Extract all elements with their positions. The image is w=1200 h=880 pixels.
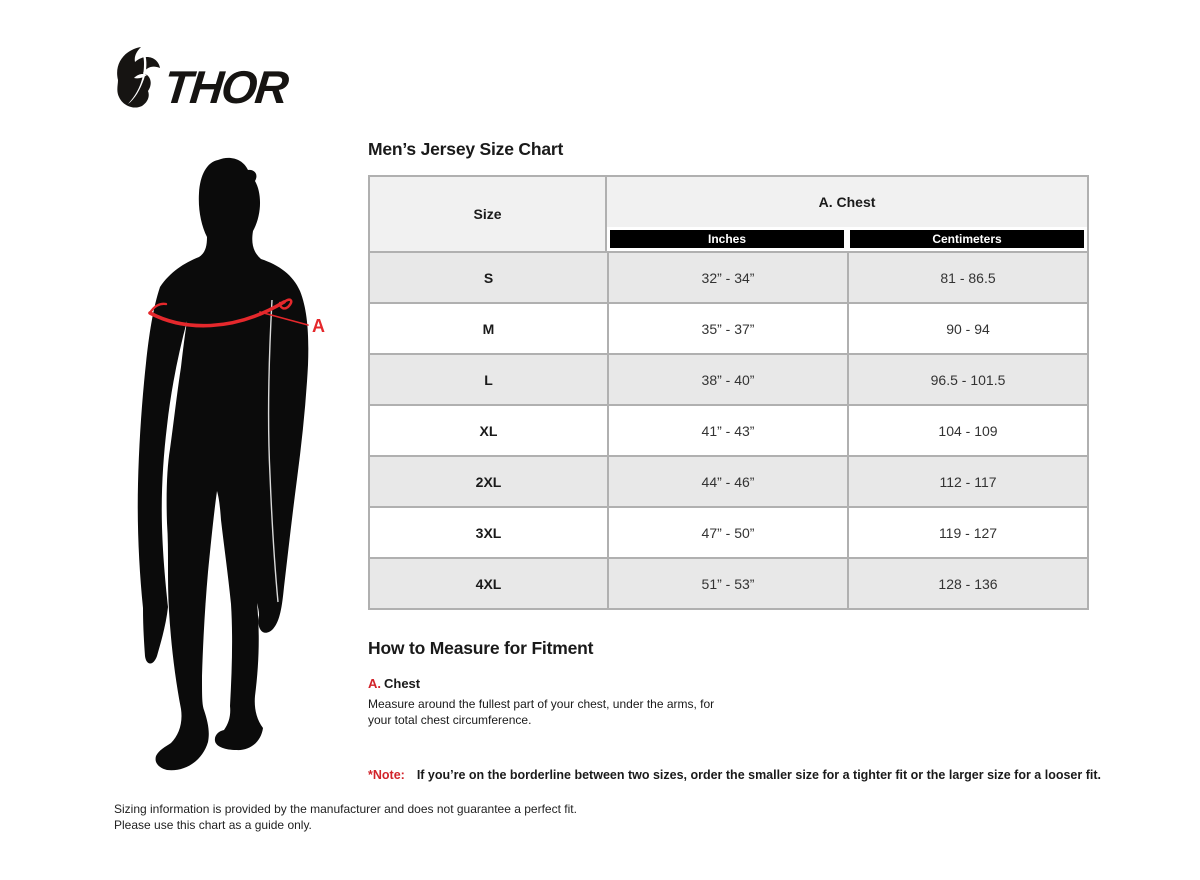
footer-line-2: Please use this chart as a guide only. xyxy=(114,818,312,832)
unit-header-inches-cell xyxy=(607,227,847,251)
table-row xyxy=(370,302,1087,353)
measure-item-key: A. xyxy=(368,676,381,691)
inches-value: 47” - 50” xyxy=(607,506,847,557)
centimeters-value: 119 - 127 xyxy=(847,506,1087,557)
inches-value: 35” - 37” xyxy=(607,302,847,353)
size-value: S xyxy=(370,251,607,302)
measure-item-chest xyxy=(368,675,1048,728)
note-label: *Note: xyxy=(368,768,405,782)
size-value: 3XL xyxy=(370,506,607,557)
footer-line-1: Sizing information is provided by the manufacturer and does not guarantee a perfect fit. xyxy=(114,802,577,816)
size-value: XL xyxy=(370,404,607,455)
centimeters-value: 128 - 136 xyxy=(847,557,1087,608)
centimeters-value: 81 - 86.5 xyxy=(847,251,1087,302)
size-value: 2XL xyxy=(370,455,607,506)
how-to-measure-section xyxy=(368,638,1048,728)
inches-value: 44” - 46” xyxy=(607,455,847,506)
size-chart-table-wrap xyxy=(368,175,1089,610)
centimeters-value: 96.5 - 101.5 xyxy=(847,353,1087,404)
measure-item-label: Chest xyxy=(384,676,421,691)
thor-logo-icon xyxy=(114,44,160,110)
unit-header-centimeters: Centimeters xyxy=(850,230,1084,248)
footer-disclaimer xyxy=(114,801,577,833)
size-value: M xyxy=(370,302,607,353)
size-chart-title: Men’s Jersey Size Chart xyxy=(368,139,564,159)
unit-header-centimeters-cell xyxy=(847,227,1087,251)
body-silhouette-figure xyxy=(112,150,362,790)
table-row xyxy=(370,353,1087,404)
inches-value: 41” - 43” xyxy=(607,404,847,455)
man-silhouette xyxy=(112,150,362,790)
column-header-size: Size xyxy=(370,177,607,251)
inches-value: 38” - 40” xyxy=(607,353,847,404)
centimeters-value: 90 - 94 xyxy=(847,302,1087,353)
table-row xyxy=(370,506,1087,557)
how-to-measure-heading: How to Measure for Fitment xyxy=(368,638,594,658)
table-row xyxy=(370,557,1087,608)
thor-logo-text: THOR xyxy=(161,60,290,113)
column-header-chest: A. Chest xyxy=(607,177,1087,227)
chest-marker-label: A xyxy=(312,316,325,336)
sizing-note xyxy=(368,768,1101,782)
table-row xyxy=(370,251,1087,302)
size-chart-table xyxy=(368,175,1089,610)
table-row xyxy=(370,404,1087,455)
unit-header-inches: Inches xyxy=(610,230,844,248)
inches-value: 51” - 53” xyxy=(607,557,847,608)
size-value: L xyxy=(370,353,607,404)
inches-value: 32” - 34” xyxy=(607,251,847,302)
centimeters-value: 112 - 117 xyxy=(847,455,1087,506)
size-value: 4XL xyxy=(370,557,607,608)
measure-item-description: Measure around the fullest part of your chest, under the arms, for your total chest circumference. xyxy=(368,697,715,727)
centimeters-value: 104 - 109 xyxy=(847,404,1087,455)
thor-logo xyxy=(114,44,290,113)
note-text: If you’re on the borderline between two sizes, order the smaller size for a tighter fit or the larger size for a looser fit. xyxy=(416,768,1101,782)
table-row xyxy=(370,455,1087,506)
